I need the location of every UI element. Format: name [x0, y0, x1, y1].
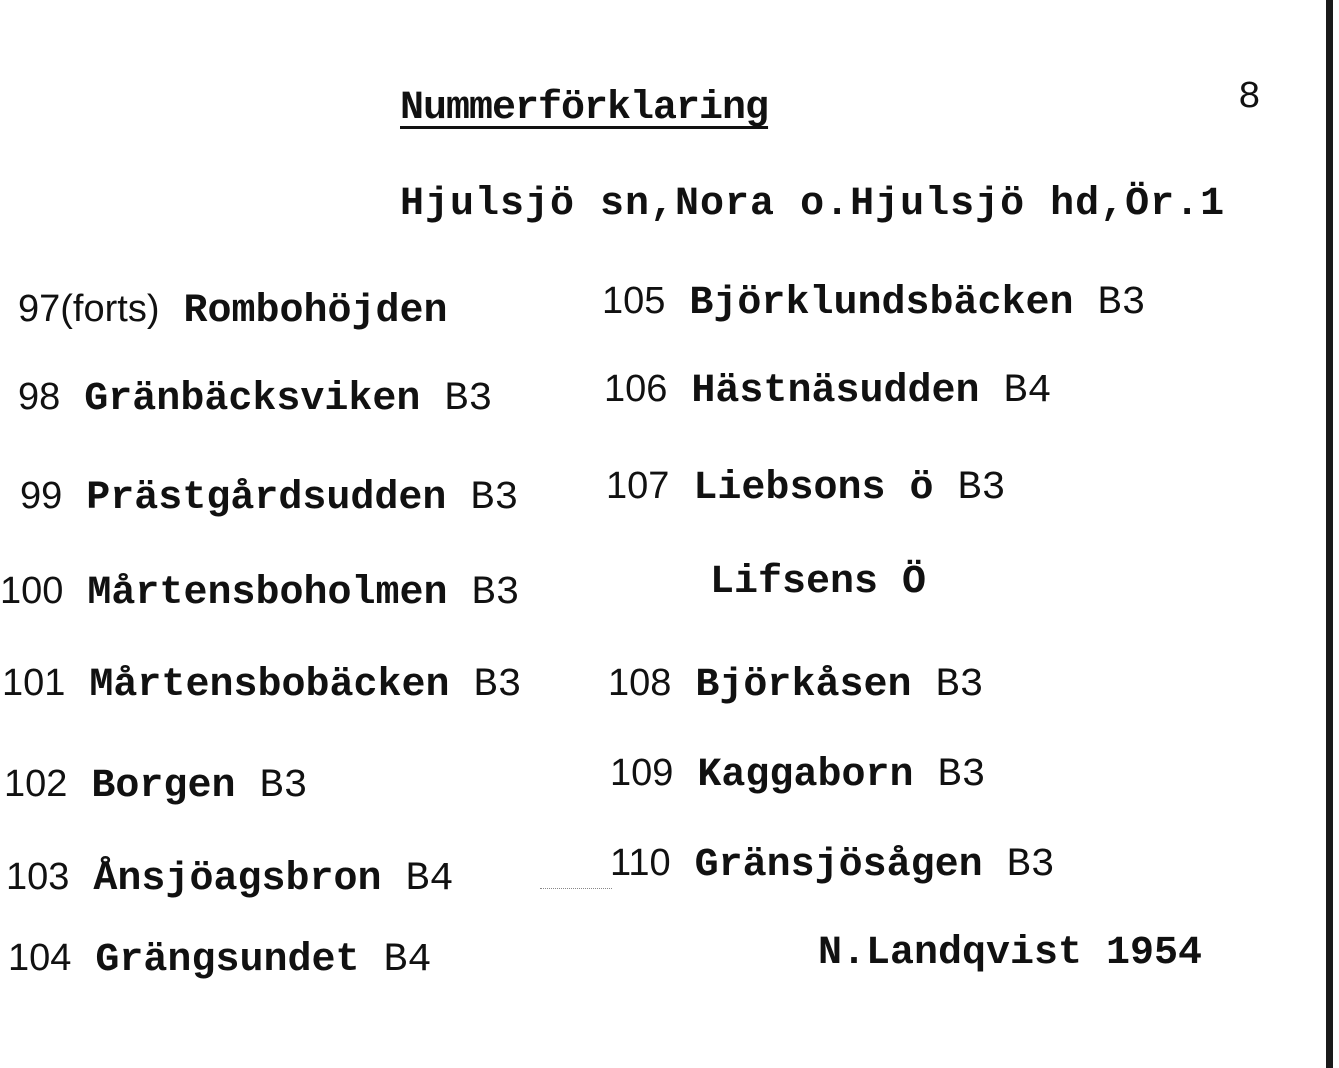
entry-map-ref: B3	[1097, 281, 1146, 326]
dotted-leader	[540, 888, 612, 889]
parish-heading: Hjulsjö sn,Nora o.Hjulsjö hd,Ör.1	[400, 182, 1226, 227]
entry-number: 104	[8, 937, 72, 979]
list-item	[608, 662, 984, 708]
entry-name: Borgen	[91, 764, 236, 809]
entry-name: Rombohöjden	[183, 289, 448, 334]
entry-map-ref: B3	[470, 476, 519, 521]
page-title: Nummerförklaring	[400, 86, 769, 131]
entry-number: 110	[610, 842, 671, 884]
entry-number: 107	[606, 465, 670, 507]
list-item	[610, 842, 1055, 888]
entry-name: Kaggaborn	[697, 753, 914, 798]
entry-name: Gränsjösågen	[694, 843, 983, 888]
entry-number: 99	[20, 475, 63, 517]
entry-name: Björklundsbäcken	[689, 281, 1074, 326]
list-item	[4, 763, 307, 809]
entry-name: Liebsons ö	[693, 466, 934, 511]
entry-map-ref: B3	[1006, 843, 1055, 888]
list-item	[18, 376, 492, 422]
entry-name: Lifsens Ö	[710, 560, 927, 605]
list-item	[6, 856, 454, 902]
entry-map-ref: B3	[937, 753, 986, 798]
scan-edge	[1322, 0, 1339, 1068]
entry-number: 100	[0, 570, 64, 612]
entry-number: 109	[610, 752, 674, 794]
entry-name: Grängsundet	[95, 938, 360, 983]
entry-number: 105	[602, 280, 666, 322]
entry-map-ref: B3	[259, 764, 308, 809]
list-item	[20, 475, 518, 521]
entry-map-ref: B3	[935, 663, 984, 708]
entry-name: Prästgårdsudden	[86, 476, 447, 521]
list-item	[604, 368, 1052, 414]
entry-map-ref: B3	[444, 377, 493, 422]
entry-map-ref: B4	[1003, 369, 1052, 414]
list-item	[606, 465, 1006, 511]
entry-number: 101	[2, 662, 66, 704]
entry-number: 97(forts)	[18, 288, 160, 330]
entry-number: 98	[18, 376, 61, 418]
entry-name: Björkåsen	[695, 663, 912, 708]
entry-map-ref: B4	[383, 938, 432, 983]
entry-map-ref: B4	[405, 857, 454, 902]
entry-name: Mårtensbobäcken	[89, 663, 450, 708]
list-item	[0, 570, 520, 616]
entry-map-ref: B3	[471, 571, 520, 616]
entry-map-ref: B3	[957, 466, 1006, 511]
list-item	[8, 937, 432, 983]
entry-number: 103	[6, 856, 70, 898]
list-item	[18, 288, 448, 334]
entry-number: 102	[4, 763, 68, 805]
entry-name: Hästnäsudden	[691, 369, 980, 414]
author-signature: N.Landqvist 1954	[818, 931, 1203, 976]
entry-name: Ånsjöagsbron	[93, 857, 382, 902]
list-item	[602, 280, 1146, 326]
page-number: 8	[1238, 76, 1261, 119]
list-item	[2, 662, 522, 708]
list-item	[710, 560, 926, 605]
entry-name: Mårtensboholmen	[87, 571, 448, 616]
entry-number: 106	[604, 368, 668, 410]
entry-map-ref: B3	[473, 663, 522, 708]
entry-name: Gränbäcksviken	[84, 377, 421, 422]
scan-edge-bar	[1326, 0, 1333, 1068]
list-item	[610, 752, 986, 798]
entry-number: 108	[608, 662, 672, 704]
